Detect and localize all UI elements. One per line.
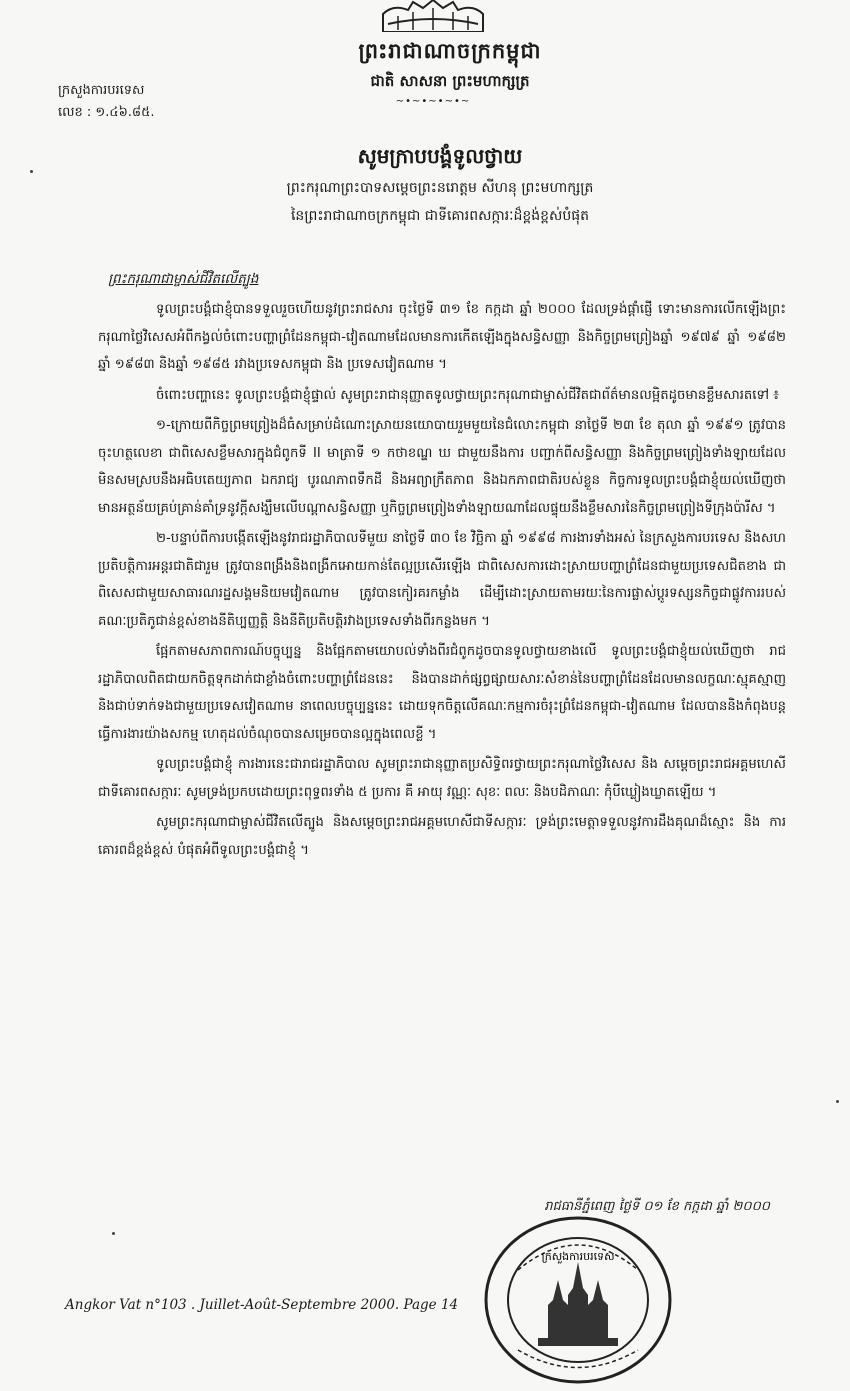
letter-body [98,296,786,867]
paragraph-blessing: ទូលព្រះបង្គំជាខ្ញុំ ការងារនេះជារាជរដ្ឋាភិបាល សូមព្រះរាជានុញ្ញាតប្រសិទ្ធិពរថ្វាយព្រះករុណាថ្លៃវិសេស និង សម្តេចព្រះរាជអគ្គមហេសី ជាទីគោរពសក្ការៈ សូមទ្រង់ប្រកបដោយព្រះពុទ្ធពរទាំង ៥ ប្រការ គឺ អាយុ វណ្ណៈ សុខៈ ពលៈ និងបដិភាណៈ កុំបីឃ្លៀងឃ្លាតឡើយ ។ [98,757,786,800]
scan-speck [836,1100,839,1103]
scan-speck [30,170,33,173]
place-date-line: រាជធានីភ្នំពេញ ថ្ងៃទី ០១ ខែ កក្កដា ឆ្នាំ ២០០០ [544,1199,770,1214]
paragraph-receipt: ទូលព្រះបង្គំជាខ្ញុំបានទទួលរួចហើយនូវព្រះរាជសារ ចុះថ្ងៃទី ៣១ ខែ កក្កដា ឆ្នាំ ២០០០ ដែលទ្រង់ផ្តាំផ្ញើ ទោះមានការលើកឡើងព្រះករុណាថ្លៃវិសេសអំពីកង្វល់ចំពោះបញ្ហាព្រំដែនកម្ពុជា-វៀតណាមដែលមានការកើតឡើងក្នុងសន្ធិសញ្ញា និងកិច្ចព្រមព្រៀងឆ្នាំ ១៩៧៩ ឆ្នាំ ១៩៨២ ឆ្នាំ ១៩៨៣ និងឆ្នាំ ១៩៨៥ រវាងប្រទេសកម្ពុជា និង ប្រទេសវៀតណាម ។ [98,302,786,372]
paragraph-point-2: ២-បន្ទាប់ពីការបង្កើតឡើងនូវរាជរដ្ឋាភិបាលទីមួយ នាថ្ងៃទី ៣០ ខែ វិច្ឆិកា ឆ្នាំ ១៩៩៨ ការងារទាំងអស់ នៃក្រសួងការបរទេស និងសហប្រតិបត្តិការអន្តរជាតិជារួម ត្រូវបានពង្រឹងនិងពង្រីកអោយកាន់តែល្អប្រសើរឡើង ជាពិសេសការដោះស្រាយបញ្ហាព្រំដែនជាមួយប្រទេសជិតខាង ជាពិសេសជាមួយសាធារណរដ្ឋសង្គមនិយមវៀតណាម ត្រូវបានកៀរគរកម្លាំង ដើម្បីដោះស្រាយតាមរយៈនៃការផ្លាស់ប្តូរទស្សនកិច្ចជាផ្លូវការរបស់គណៈប្រតិភូជាន់ខ្ពស់ខាងនីតិប្បញ្ញត្តិ និងនីតិប្រតិបត្តិរវាងប្រទេសទាំងពីរកន្លងមក ។ [98,531,786,629]
motto-ornament: ~•~•~•~•~ [395,96,471,107]
addressee-line-1: ព្រះករុណាព្រះបាទសម្តេចព្រះនរោត្តម សីហនុ ព្រះមហាក្សត្រ [286,180,594,196]
paragraph-intro: ចំពោះបញ្ហានេះ ទូលព្រះបង្គំជាខ្ញុំផ្ទាល់ សូមព្រះរាជានុញ្ញាតទូលថ្វាយព្រះករុណាជាម្ចាស់ជីវិតជាព័ត៌មានលម្អិតដូចមានខ្លឹមសារតទៅ ៖ [156,387,780,403]
paragraph-point-1: ១-ក្រោយពីកិច្ចព្រមព្រៀងដ៏ធំសម្រាប់ដំណោះស្រាយនយោបាយរួមមួយនៃជំលោះកម្ពុជា នាថ្ងៃទី ២៣ ខែ តុលា ឆ្នាំ ១៩៩១ ត្រូវបានចុះហត្ថលេខា ជាពិសេសខ្លឹមសារក្នុងជំពូកទី II មាត្រាទី ១ កថាខណ្ឌ ឃ ជាមួយនឹងការ បញ្ជាក់ពីសន្ធិសញ្ញា និងកិច្ចព្រមព្រៀងទាំងឡាយដែលមិនសមស្របនឹងអធិបតេយ្យភាព ឯករាជ្យ បូរណភាពទឹកដី និងអព្យាក្រឹតភាព និងឯកភាពជាតិរបស់ខ្លួន កិច្ចការទូលព្រះបង្គំជាខ្ញុំយល់ឃើញថា មានអត្ថន័យគ្រប់គ្រាន់គាំទ្រនូវក្តីសង្ឃឹមលើបណ្តាសន្ធិសញ្ញា ឬកិច្ចព្រមព្រៀងទាំងឡាយណាដែលផ្ទុយនឹងខ្លឹមសារនៃកិច្ចព្រមព្រៀងទីក្រុងប៉ារីស ។ [98,418,786,516]
paragraph-conclusion: ផ្អែកតាមសភាពការណ៍បច្ចុប្បន្ន និងផ្អែកតាមយោបល់ទាំងពីរជំពូកដូចបានទូលថ្វាយខាងលើ ទូលព្រះបង្គំជាខ្ញុំយល់ឃើញថា រាជរដ្ឋាភិបាលពិតជាយកចិត្តទុកដាក់ជាខ្លាំងចំពោះបញ្ហាព្រំដែននេះ និងបានដាក់ផ្សព្វផ្សាយសារៈសំខាន់នៃបញ្ហាព្រំដែនដែលមានលក្ខណៈស្មុគស្មាញនិងជាប់ទាក់ទងជាមួយប្រទេសវៀតណាម នាពេលបច្ចុប្បន្ននេះ ដោយទុកចិត្តលើគណៈកម្មការចំរុះព្រំដែនកម្ពុជា-វៀតណាម ដែលបាននិងកំពុងបន្តធ្វើការងារយ៉ាងសកម្ម ហេតុដល់ចំណុចបានសម្រេចបានល្អក្នុងពេលខ្លី ។ [98,644,786,742]
reference-number: លេខ : ១.៤៦.៨៥. [58,105,155,120]
royal-emblem-icon [378,0,488,32]
addressee-line-2: នៃព្រះរាជាណាចក្រកម្ពុជា ជាទីគោរពសក្ការៈដ៏ខ្ពង់ខ្ពស់បំផុត [290,208,590,224]
scan-speck [112,1232,115,1235]
document-title: សូមក្រាបបង្គំទូលថ្វាយ [357,144,523,168]
svg-text:ក្រសួងការបរទេស: ក្រសួងការបរទេស [541,1250,615,1263]
salutation: ព្រះករុណាជាម្ចាស់ជីវិតលើត្បូង [108,271,259,287]
issuing-ministry: ក្រសួងការបរទេស [58,83,145,98]
source-citation: Angkor Vat n°103 . Juillet-Août-Septembre 2000. Page 14 [65,1297,459,1313]
paragraph-closing: សូមព្រះករុណាជាម្ចាស់ជីវិតលើត្បូង និងសម្តេចព្រះរាជអគ្គមហេសីជាទីសក្ការៈ ទ្រង់ព្រះមេត្តាទទួលនូវការដឹងគុណដ៏ស្មោះ និង ការគោរពដ៏ខ្ពង់ខ្ពស់ បំផុតអំពីទូលព្រះបង្គំជាខ្ញុំ ។ [98,815,786,858]
kingdom-heading: ព្រះរាជាណាចក្រកម្ពុជា [358,38,542,63]
national-motto: ជាតិ សាសនា ព្រះមហាក្សត្រ [370,72,530,90]
official-seal-icon [478,1210,678,1385]
